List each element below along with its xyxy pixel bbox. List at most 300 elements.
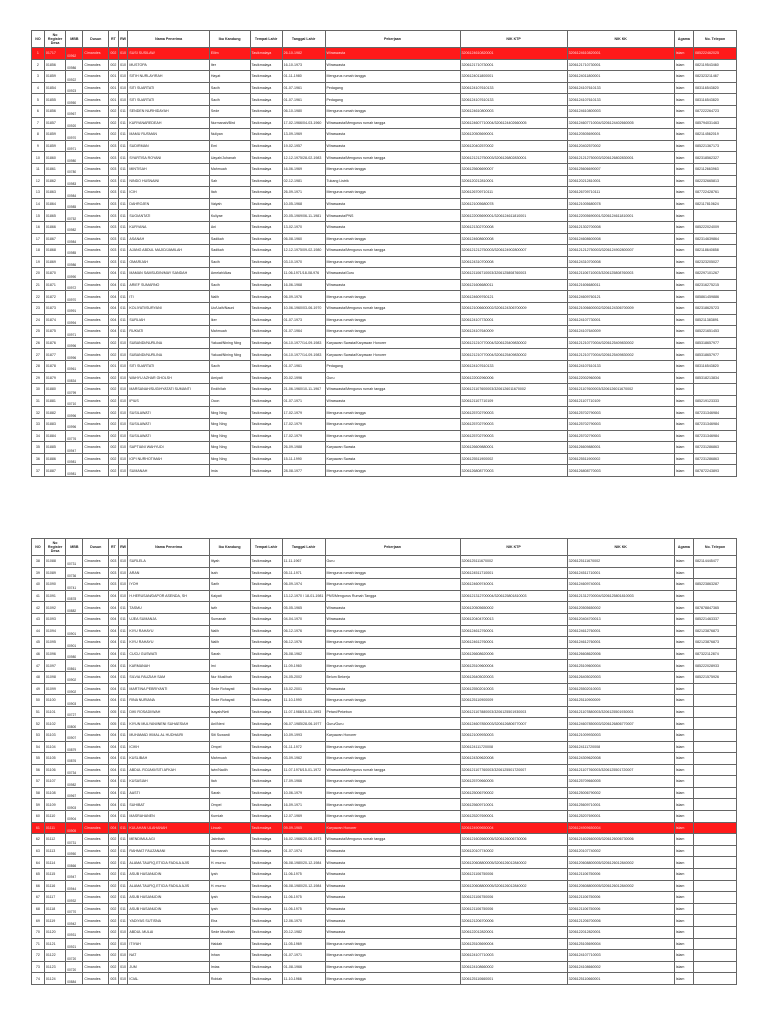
cell-no: 27 xyxy=(32,349,45,361)
cell-register: 01869 xyxy=(44,256,65,268)
column-header-rw: RW xyxy=(118,31,128,48)
table-row xyxy=(32,706,737,718)
cell-mbb: 00780 xyxy=(66,163,83,175)
cell-mother: Ompel xyxy=(209,741,250,753)
cell-phone: 087231286863 xyxy=(694,442,737,454)
cell-mother: Iwih xyxy=(209,602,250,614)
cell-register: 01874 xyxy=(44,314,65,326)
cell-birthplace: Tasikmalaya xyxy=(250,291,282,303)
cell-rt: 004 xyxy=(109,613,119,625)
cell-dusun: Cimandes xyxy=(83,938,109,950)
cell-dusun: Cimandes xyxy=(83,140,109,152)
cell-dusun: Cimandes xyxy=(83,845,109,857)
cell-rt: 004 xyxy=(109,799,119,811)
cell-register: 01877 xyxy=(44,349,65,361)
cell-nik-kk: 3206120212810001 xyxy=(567,175,674,187)
cell-birthdate: 01-07-1973 xyxy=(282,314,325,326)
cell-register: 01857 xyxy=(44,117,65,129)
cell-mother: Itiyah xyxy=(209,556,250,568)
cell-religion: Islam xyxy=(674,834,693,846)
cell-rt: 002 xyxy=(109,857,119,869)
cell-no: 55 xyxy=(32,753,45,765)
cell-birthplace: Tasikmalaya xyxy=(250,776,282,788)
cell-mother: Emi xyxy=(209,140,250,152)
cell-phone: 087231346984 xyxy=(694,407,737,419)
cell-rw: 010 xyxy=(118,361,128,373)
cell-rw: 011 xyxy=(118,256,128,268)
cell-name: SURLELA xyxy=(128,556,209,568)
cell-dusun: Cimandes xyxy=(83,82,109,94)
cell-birthdate: 05-11-1971 xyxy=(282,567,325,579)
cell-birthdate: 06-08-1980/20-12-1984 xyxy=(282,880,325,892)
cell-occupation: Wiraswasta/Mengurus rumah tangga xyxy=(325,834,460,846)
cell-birthdate: 11-11-1967 xyxy=(282,556,325,568)
cell-occupation: Tukang Listrik xyxy=(325,175,460,187)
cell-nik-kk: 3206125702790003 xyxy=(567,419,674,431)
column-header-phone: No. Telepon xyxy=(694,539,737,556)
cell-name: DIKI ROSADI/WAH xyxy=(128,706,209,718)
cell-phone: 087722428761 xyxy=(694,187,737,199)
cell-birthplace: Tasikmalaya xyxy=(250,857,282,869)
cell-religion: Islam xyxy=(674,625,693,637)
cell-rw: 011 xyxy=(118,625,128,637)
table-row xyxy=(32,880,737,892)
cell-register: 01871 xyxy=(44,279,65,291)
cell-rt: 002 xyxy=(109,465,119,477)
column-header-rt: RT xyxy=(109,31,119,48)
cell-name: ABDUL ROJAKI/SITI AFKAH xyxy=(128,764,209,776)
cell-rt: 003 xyxy=(109,233,119,245)
cell-rt: 004 xyxy=(109,787,119,799)
cell-phone xyxy=(694,706,737,718)
cell-mother: Sah xyxy=(209,175,250,187)
cell-name: MAMU RUSMAN xyxy=(128,129,209,141)
cell-register: 01102 xyxy=(44,718,65,730)
cell-mbb: 00980 xyxy=(66,648,83,660)
cell-birthdate: 11-06-1975 xyxy=(282,892,325,904)
column-header-mbb: MBB xyxy=(66,539,83,556)
cell-nik-kk: 3206125207690001 xyxy=(567,811,674,823)
table-row xyxy=(32,233,737,245)
cell-mbb: 00904 xyxy=(66,811,83,823)
cell-no: 13 xyxy=(32,187,45,199)
cell-birthplace: Tasikmalaya xyxy=(250,903,282,915)
cell-rw: 011 xyxy=(118,233,128,245)
table-row xyxy=(32,71,737,83)
cell-no: 47 xyxy=(32,660,45,672)
cell-nik-ktp: 3206126808770003 xyxy=(460,465,567,477)
cell-occupation: Wiraswasta xyxy=(325,880,460,892)
cell-nik-ktp: 3206121107710109 xyxy=(460,395,567,407)
cell-name: ITI xyxy=(128,291,209,303)
cell-no: 8 xyxy=(32,129,45,141)
cell-phone xyxy=(694,950,737,962)
cell-mbb: 00905 xyxy=(66,822,83,834)
cell-birthplace: Tasikmalaya xyxy=(250,695,282,707)
column-header-phone: No. Telepon xyxy=(694,31,737,48)
cell-nik-kk: 3206124909650004 xyxy=(567,822,674,834)
cell-mbb: 00903 xyxy=(66,695,83,707)
cell-mother: Mahmuah xyxy=(209,326,250,338)
cell-occupation: Mengurus rumah tangga xyxy=(325,291,460,303)
cell-birthplace: Tasikmalaya xyxy=(250,811,282,823)
cell-rw: 011 xyxy=(118,811,128,823)
cell-religion: Islam xyxy=(674,637,693,649)
cell-rw: 010 xyxy=(118,453,128,465)
cell-rw: 011 xyxy=(118,303,128,315)
cell-name: ASANAH xyxy=(128,233,209,245)
cell-nik-kk: 3206120505690001 xyxy=(567,129,674,141)
cell-religion: Islam xyxy=(674,579,693,591)
table-row xyxy=(32,384,737,396)
cell-birthdate: 12-12-1975/28-02-1983 xyxy=(282,152,325,164)
cell-birthdate: 26-08-1962 xyxy=(282,648,325,660)
cell-register: 01100 xyxy=(44,695,65,707)
cell-dusun: Cimandes xyxy=(83,590,109,602)
cell-register: 01861 xyxy=(44,163,65,175)
cell-occupation: Mengurus rumah tangga xyxy=(325,419,460,431)
cell-religion: Islam xyxy=(674,326,693,338)
cell-occupation: Wiraswasta/Mengurus rumah tangga xyxy=(325,384,460,396)
column-header-nik-ktp: NIK KTP xyxy=(460,539,567,556)
cell-no: 3 xyxy=(32,71,45,83)
cell-birthplace: Tasikmalaya xyxy=(250,82,282,94)
cell-no: 64 xyxy=(32,857,45,869)
cell-name: ITIYAH xyxy=(128,938,209,950)
cell-phone: 082297101267 xyxy=(694,268,737,280)
cell-mbb: 00879 xyxy=(66,741,83,753)
cell-birthplace: Tasikmalaya xyxy=(250,579,282,591)
cell-dusun: Cimandes xyxy=(83,857,109,869)
cell-no: 2 xyxy=(32,59,45,71)
cell-occupation: Mengurus rumah tangga xyxy=(325,256,460,268)
cell-phone xyxy=(694,787,737,799)
column-header-birthdate: Tanggal Lahir xyxy=(282,31,325,48)
cell-name: ASUB HASANUDIN xyxy=(128,903,209,915)
cell-birthdate: 01-07-1971 xyxy=(282,395,325,407)
cell-phone: 082318562327 xyxy=(694,152,737,164)
cell-mother: Sarih xyxy=(209,579,250,591)
cell-rt: 002 xyxy=(109,129,119,141)
cell-nik-kk: 3206121606680011 xyxy=(567,279,674,291)
cell-phone xyxy=(694,857,737,869)
cell-rw: 011 xyxy=(118,671,128,683)
table-row xyxy=(32,660,737,672)
table-row xyxy=(32,683,737,695)
cell-no: 73 xyxy=(32,961,45,973)
cell-nik-ktp: 3206124607850003/3206126806770007 xyxy=(460,718,567,730)
cell-occupation: Wiraswasta/Mengurus rumah tangga xyxy=(325,764,460,776)
cell-birthplace: Tasikmalaya xyxy=(250,395,282,407)
cell-register: 01866 xyxy=(44,221,65,233)
cell-mbb: 00996 xyxy=(66,419,83,431)
cell-rt: 003 xyxy=(109,198,119,210)
cell-nik-ktp: 3206125702790003 xyxy=(460,419,567,431)
cell-birthdate: 06-12-1976 xyxy=(282,625,325,637)
cell-nik-ktp: 3206121107600003/3206126011670002 xyxy=(460,384,567,396)
cell-dusun: Cimandes xyxy=(83,314,109,326)
cell-nik-kk: 3206120505650002 xyxy=(567,602,674,614)
cell-birthplace: Tasikmalaya xyxy=(250,117,282,129)
cell-rt: 004 xyxy=(109,671,119,683)
cell-dusun: Cimandes xyxy=(83,671,109,683)
cell-mbb: 00932 xyxy=(66,892,83,904)
cell-register: 01105 xyxy=(44,753,65,765)
cell-mother: Sarah xyxy=(209,648,250,660)
cell-rw: 010 xyxy=(118,927,128,939)
cell-nik-ktp: 3206121212750003/3206126802830001 xyxy=(460,152,567,164)
cell-birthplace: Tasikmalaya xyxy=(250,314,282,326)
cell-birthdate: 05-05-1965 xyxy=(282,602,325,614)
cell-no: 65 xyxy=(32,869,45,881)
cell-occupation: Karyawan Honorer xyxy=(325,729,460,741)
cell-rt: 002 xyxy=(109,938,119,950)
cell-name: MARSANAH/SUGIHYATATI SUMANTI xyxy=(128,384,209,396)
cell-mbb: 00990 xyxy=(66,268,83,280)
cell-nik-kk: 3206120402570002 xyxy=(567,140,674,152)
cell-mother: Ani xyxy=(209,221,250,233)
cell-rt: 003 xyxy=(109,567,119,579)
cell-rw: 010 xyxy=(118,395,128,407)
cell-rw: 010 xyxy=(118,48,128,60)
cell-dusun: Cimandes xyxy=(83,395,109,407)
cell-dusun: Cimandes xyxy=(83,973,109,985)
cell-name: KOLIYATI/SURYANI xyxy=(128,303,209,315)
cell-dusun: Cimandes xyxy=(83,776,109,788)
cell-mother: Ning Ning xyxy=(209,430,250,442)
cell-nik-ktp: 3206124107610133 xyxy=(460,361,567,373)
cell-nik-ktp: 3206121210770004/3206125409830002 xyxy=(460,349,567,361)
cell-religion: Islam xyxy=(674,349,693,361)
page-2 xyxy=(31,538,737,985)
cell-register: 01878 xyxy=(44,361,65,373)
cell-phone: 082318625723 xyxy=(694,303,737,315)
cell-occupation: Wiraswasta/PNS xyxy=(325,210,460,222)
cell-nik-ktp: 3206124310700008 xyxy=(460,256,567,268)
cell-rt: 005 xyxy=(109,718,119,730)
cell-occupation: Pedagang xyxy=(325,94,460,106)
cell-phone xyxy=(694,915,737,927)
cell-birthdate: 01-07-1974 xyxy=(282,845,325,857)
cell-nik-kk: 3206121210770004/3206125409830002 xyxy=(567,349,674,361)
cell-birthplace: Tasikmalaya xyxy=(250,210,282,222)
cell-no: 37 xyxy=(32,465,45,477)
cell-birthdate: 16-09-1971 xyxy=(282,799,325,811)
cell-nik-ktp: 3206121106750006 xyxy=(460,869,567,881)
column-header-rt: RT xyxy=(109,539,119,556)
cell-occupation: Wiraswasta xyxy=(325,48,460,60)
cell-name: IYOH xyxy=(128,579,209,591)
cell-rt: 003 xyxy=(109,245,119,257)
cell-dusun: Cimandes xyxy=(83,718,109,730)
cell-nik-kk: 3206124609760121 xyxy=(567,291,674,303)
cell-birthdate: 28-08-1977 xyxy=(282,465,325,477)
cell-religion: Islam xyxy=(674,799,693,811)
cell-birthdate: 02-12-1981 xyxy=(282,175,325,187)
cell-no: 51 xyxy=(32,706,45,718)
cell-name: ARIEF SUMARNO xyxy=(128,279,209,291)
cell-mother: Lincah xyxy=(209,822,250,834)
cell-no: 74 xyxy=(32,973,45,985)
cell-no: 31 xyxy=(32,395,45,407)
column-header-mbb: MBB xyxy=(66,31,83,48)
cell-rt: 004 xyxy=(109,648,119,660)
cell-no: 18 xyxy=(32,245,45,257)
table-row xyxy=(32,915,737,927)
cell-religion: Islam xyxy=(674,753,693,765)
cell-phone: 082232665813 xyxy=(694,175,737,187)
cell-mbb xyxy=(66,613,83,625)
page-1 xyxy=(31,30,737,477)
cell-birthplace: Tasikmalaya xyxy=(250,233,282,245)
cell-no: 21 xyxy=(32,279,45,291)
cell-birthdate: 01-07-1961 xyxy=(282,82,325,94)
cell-rw: 010 xyxy=(118,579,128,591)
cell-occupation: Wiraswasta xyxy=(325,915,460,927)
cell-birthplace: Tasikmalaya xyxy=(250,799,282,811)
cell-birthplace: Tasikmalaya xyxy=(250,764,282,776)
table-row xyxy=(32,407,737,419)
cell-mbb: 00981 xyxy=(66,453,83,465)
cell-mbb: 00942 xyxy=(66,915,83,927)
cell-religion: Islam xyxy=(674,590,693,602)
cell-rt: 002 xyxy=(109,834,119,846)
cell-dusun: Cimandes xyxy=(83,175,109,187)
cell-nik-kk: 3206124607710004/3206124402660005 xyxy=(567,117,674,129)
cell-mother: Nurmanah xyxy=(209,845,250,857)
cell-phone: 085221575926 xyxy=(694,671,737,683)
cell-occupation: Mengurus rumah tangga xyxy=(325,314,460,326)
cell-no: 50 xyxy=(32,695,45,707)
cell-register: 01118 xyxy=(44,903,65,915)
cell-phone: 082323211467 xyxy=(694,71,737,83)
cell-occupation: Wiraswasta xyxy=(325,395,460,407)
cell-mother: Kaiyati xyxy=(209,590,250,602)
cell-name: ALAMA TAUFIQ,ETICIA FADILA AJIS xyxy=(128,857,209,869)
cell-mother: Itah xyxy=(209,187,250,199)
cell-occupation: Petani/Pekebun xyxy=(325,706,460,718)
cell-phone: 082323205027 xyxy=(694,256,737,268)
cell-nik-kk: 3206121107600003/3206126011670002 xyxy=(567,384,674,396)
cell-rt: 002 xyxy=(109,349,119,361)
cell-religion: Islam xyxy=(674,822,693,834)
column-header-name: Nama Penerima xyxy=(128,539,209,556)
cell-occupation: Mengurus rumah tangga xyxy=(325,695,460,707)
cell-no: 66 xyxy=(32,880,45,892)
cell-nik-ktp: 3206120107740002 xyxy=(460,845,567,857)
cell-name: ICIAL xyxy=(128,973,209,985)
cell-phone: 083116543820 xyxy=(694,94,737,106)
cell-nik-ktp: 3206121210770004/3206125409830002 xyxy=(460,337,567,349)
cell-occupation: Mengurus rumah tangga xyxy=(325,407,460,419)
cell-mbb: 00901 xyxy=(66,625,83,637)
table-row xyxy=(32,695,737,707)
cell-phone: 082114562019 xyxy=(694,129,737,141)
cell-birthplace: Tasikmalaya xyxy=(250,590,282,602)
cell-phone: 085222028933 xyxy=(694,660,737,672)
cell-religion: Islam xyxy=(674,384,693,396)
cell-dusun: Cimandes xyxy=(83,822,109,834)
cell-religion: Islam xyxy=(674,602,693,614)
column-header-birthplace: Tempat Lahir xyxy=(250,31,282,48)
cell-mother: Kuliyae xyxy=(209,210,250,222)
table-row xyxy=(32,764,737,776)
cell-mother: Sacih xyxy=(209,82,250,94)
cell-mbb: 00971 xyxy=(66,140,83,152)
cell-nik-kk: 3206124511710001 xyxy=(567,567,674,579)
cell-phone: 087231346984 xyxy=(694,419,737,431)
table-row xyxy=(32,210,737,222)
cell-name: SUMANAH xyxy=(128,465,209,477)
cell-register: 01120 xyxy=(44,927,65,939)
cell-register: 01885 xyxy=(44,442,65,454)
cell-no: 52 xyxy=(32,718,45,730)
cell-nik-kk: 3206124310700008 xyxy=(567,256,674,268)
cell-name: MENDIMULAGI xyxy=(128,834,209,846)
column-header-nik-ktp: NIK KTP xyxy=(460,31,567,48)
cell-mbb: 00981 xyxy=(66,465,83,477)
cell-mbb: 00866 xyxy=(66,857,83,869)
cell-rw: 011 xyxy=(118,915,128,927)
cell-birthdate: 20-02-1996 xyxy=(282,372,325,384)
cell-religion: Islam xyxy=(674,71,693,83)
cell-birthdate: 11-06-1975 xyxy=(282,903,325,915)
cell-birthdate: 13-02-1970 xyxy=(282,221,325,233)
cell-dusun: Cimandes xyxy=(83,59,109,71)
cell-occupation: Wiraswasta xyxy=(325,857,460,869)
cell-register: 01887 xyxy=(44,465,65,477)
table-row xyxy=(32,556,737,568)
cell-rw: 010 xyxy=(118,465,128,477)
cell-register: 01114 xyxy=(44,857,65,869)
column-header-no: NO xyxy=(32,31,45,48)
cell-occupation: Mengurus rumah tangga xyxy=(325,950,460,962)
cell-rw: 011 xyxy=(118,683,128,695)
cell-no: 63 xyxy=(32,845,45,857)
cell-birthdate: 15-11-1990 xyxy=(282,453,325,465)
cell-dusun: Cimandes xyxy=(83,799,109,811)
cell-birthplace: Tasikmalaya xyxy=(250,105,282,117)
cell-rw: 011 xyxy=(118,869,128,881)
cell-occupation: Mengurus rumah tangga xyxy=(325,648,460,660)
column-header-no: NO xyxy=(32,539,45,556)
cell-mother: Eha xyxy=(209,915,250,927)
cell-register: 01107 xyxy=(44,776,65,788)
table-row xyxy=(32,187,737,199)
cell-birthplace: Tasikmalaya xyxy=(250,938,282,950)
cell-birthplace: Tasikmalaya xyxy=(250,198,282,210)
cell-mbb: 00996 xyxy=(66,337,83,349)
cell-nik-ktp: 3206124609740001 xyxy=(460,579,567,591)
cell-dusun: Cimandes xyxy=(83,811,109,823)
cell-mbb: 00752 xyxy=(66,210,83,222)
cell-birthplace: Tasikmalaya xyxy=(250,407,282,419)
cell-rw: 011 xyxy=(118,706,128,718)
table-row xyxy=(32,845,737,857)
cell-occupation: Wiraswasta xyxy=(325,602,460,614)
cell-no: 30 xyxy=(32,384,45,396)
table-row xyxy=(32,372,737,384)
cell-birthplace: Tasikmalaya xyxy=(250,567,282,579)
cell-religion: Islam xyxy=(674,361,693,373)
cell-rt: 004 xyxy=(109,590,119,602)
cell-phone xyxy=(694,811,737,823)
column-header-birthdate: Tanggal Lahir xyxy=(282,539,325,556)
cell-birthplace: Tasikmalaya xyxy=(250,94,282,106)
table-row xyxy=(32,729,737,741)
cell-rw: 010 xyxy=(118,430,128,442)
cell-birthplace: Tasikmalaya xyxy=(250,372,282,384)
